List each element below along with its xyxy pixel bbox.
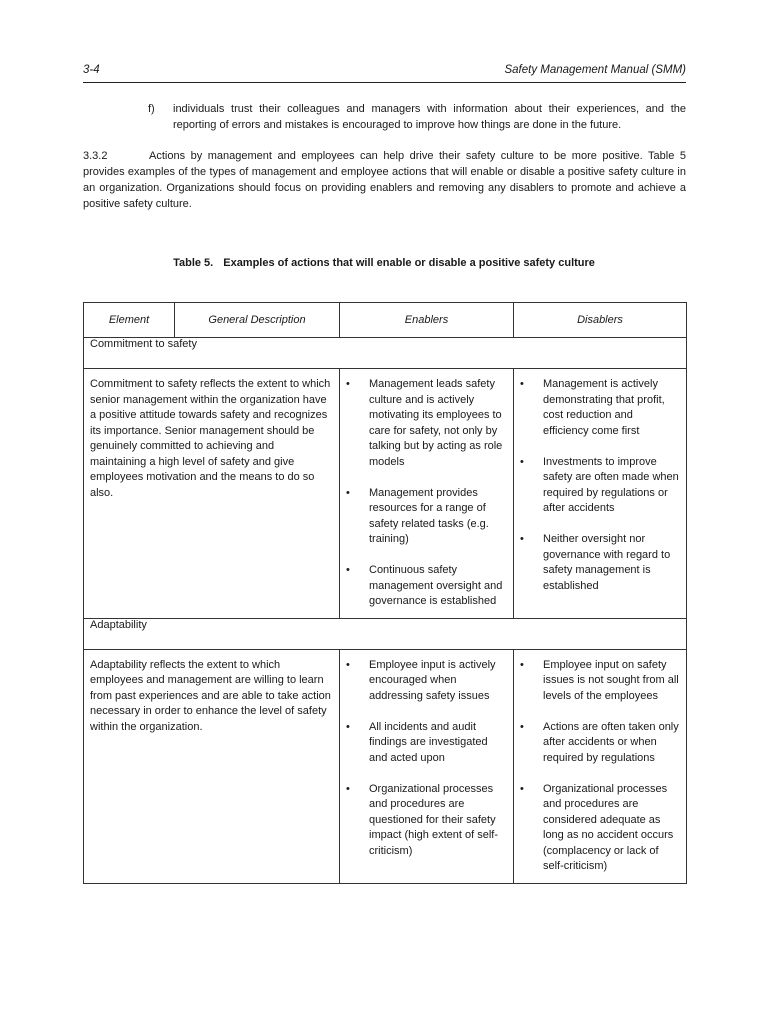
bullet-icon: • [520,658,524,671]
list-item [346,658,507,705]
table-caption-label: Table 5. [173,257,214,269]
disabler-text: Employee input on safety issues is not sought from all levels of the employees [543,658,679,702]
disabler-text: Neither oversight nor governance with regard to safety management is established [543,533,671,592]
bullet-icon: • [346,486,350,499]
list-item [520,782,680,875]
manual-title: Safety Management Manual (SMM) [504,64,686,76]
disabler-text: Actions are often taken only after accidents or when required by regulations [543,720,679,764]
bullet-icon: • [520,455,524,468]
page-header [83,62,686,83]
enablers-cell [340,369,514,619]
page-number: 3-4 [83,64,100,76]
enabler-text: All incidents and audit findings are investigated and acted upon [369,720,488,764]
bullet-icon: • [520,533,524,545]
list-marker: f) [148,103,155,115]
enablers-list [340,650,513,868]
enablers-list [340,369,513,618]
disabler-text: Organizational processes and procedures are considered adequate as long as no accident occurs (complacency or lack of self-criticism) [543,782,674,872]
list-item [346,720,507,767]
disablers-list [514,369,686,602]
paragraph-3-3-2 [83,148,686,212]
safety-culture-table [83,302,687,884]
bullet-icon: • [346,782,350,795]
section-title-row [84,618,687,649]
list-item [520,377,680,439]
disablers-cell [514,369,687,619]
section-title: Adaptability [84,618,687,649]
header-element: Element [84,303,175,338]
bullet-icon: • [520,782,524,795]
list-item-f [148,101,686,133]
bullet-icon: • [346,720,350,733]
general-description-cell: Commitment to safety reflects the extent to which senior management within the organization have a positive attitude towards safety and recognizes its importance. Senior management should be genuinely committed to achieving and maintaining a high level of safety and give employees motivation and the means to do so also. [84,369,340,619]
section-content-row [84,649,687,883]
disabler-text: Investments to improve safety are often made when required by regulations or after accidents [543,455,679,514]
disablers-cell [514,649,687,883]
bullet-icon: • [346,378,350,390]
list-item [346,486,507,548]
section-title-row [84,338,687,369]
bullet-icon: • [346,564,350,576]
list-item [346,377,507,470]
enabler-text: Employee input is actively encouraged when addressing safety issues [369,658,496,702]
section-title: Commitment to safety [84,338,687,369]
list-item [346,563,507,610]
bullet-icon: • [346,658,350,671]
table-header-row [84,303,687,338]
list-item-text: individuals trust their colleagues and managers with information about their experiences, and the reporting of errors and mistakes is encouraged to improve how things are done in the future. [173,103,686,131]
enabler-text: Organizational processes and procedures are questioned for their safety impact (high extent of self-criticism) [369,782,499,857]
enabler-text: Continuous safety management oversight and governance is established [369,564,503,607]
list-item [520,658,680,705]
disablers-list [514,650,686,883]
enablers-cell [340,649,514,883]
table-caption-text: Examples of actions that will enable or disable a positive safety culture [223,257,595,269]
list-item [520,720,680,767]
header-general-description: General Description [175,303,340,338]
bullet-icon: • [520,720,524,733]
list-item [520,455,680,517]
paragraph-text: Actions by management and employees can help drive their safety culture to be more positive. Table 5 provides examples of the types of management and employee actions that will enable or disable a positive safety culture in an organization. Organizations should focus on providing enablers and removing any disablers to promote and achieve a positive safety culture. [83,150,686,210]
list-item [520,532,680,594]
disabler-text: Management is actively demonstrating that profit, cost reduction and efficiency come first [543,378,665,437]
bullet-icon: • [520,378,524,390]
enabler-text: Management provides resources for a range of safety related tasks (e.g. training) [369,486,489,545]
header-disablers: Disablers [514,303,687,338]
table-caption [0,257,768,269]
list-item [346,782,507,860]
general-description-cell: Adaptability reflects the extent to which employees and management are willing to learn from past experiences and are able to take action necessary in order to enhance the level of safety within the organization. [84,649,340,883]
header-enablers: Enablers [340,303,514,338]
enabler-text: Management leads safety culture and is actively motivating its employees to care for safety, not only by talking but by acting as role models [369,378,503,468]
paragraph-number: 3.3.2 [83,150,108,162]
section-content-row [84,369,687,619]
